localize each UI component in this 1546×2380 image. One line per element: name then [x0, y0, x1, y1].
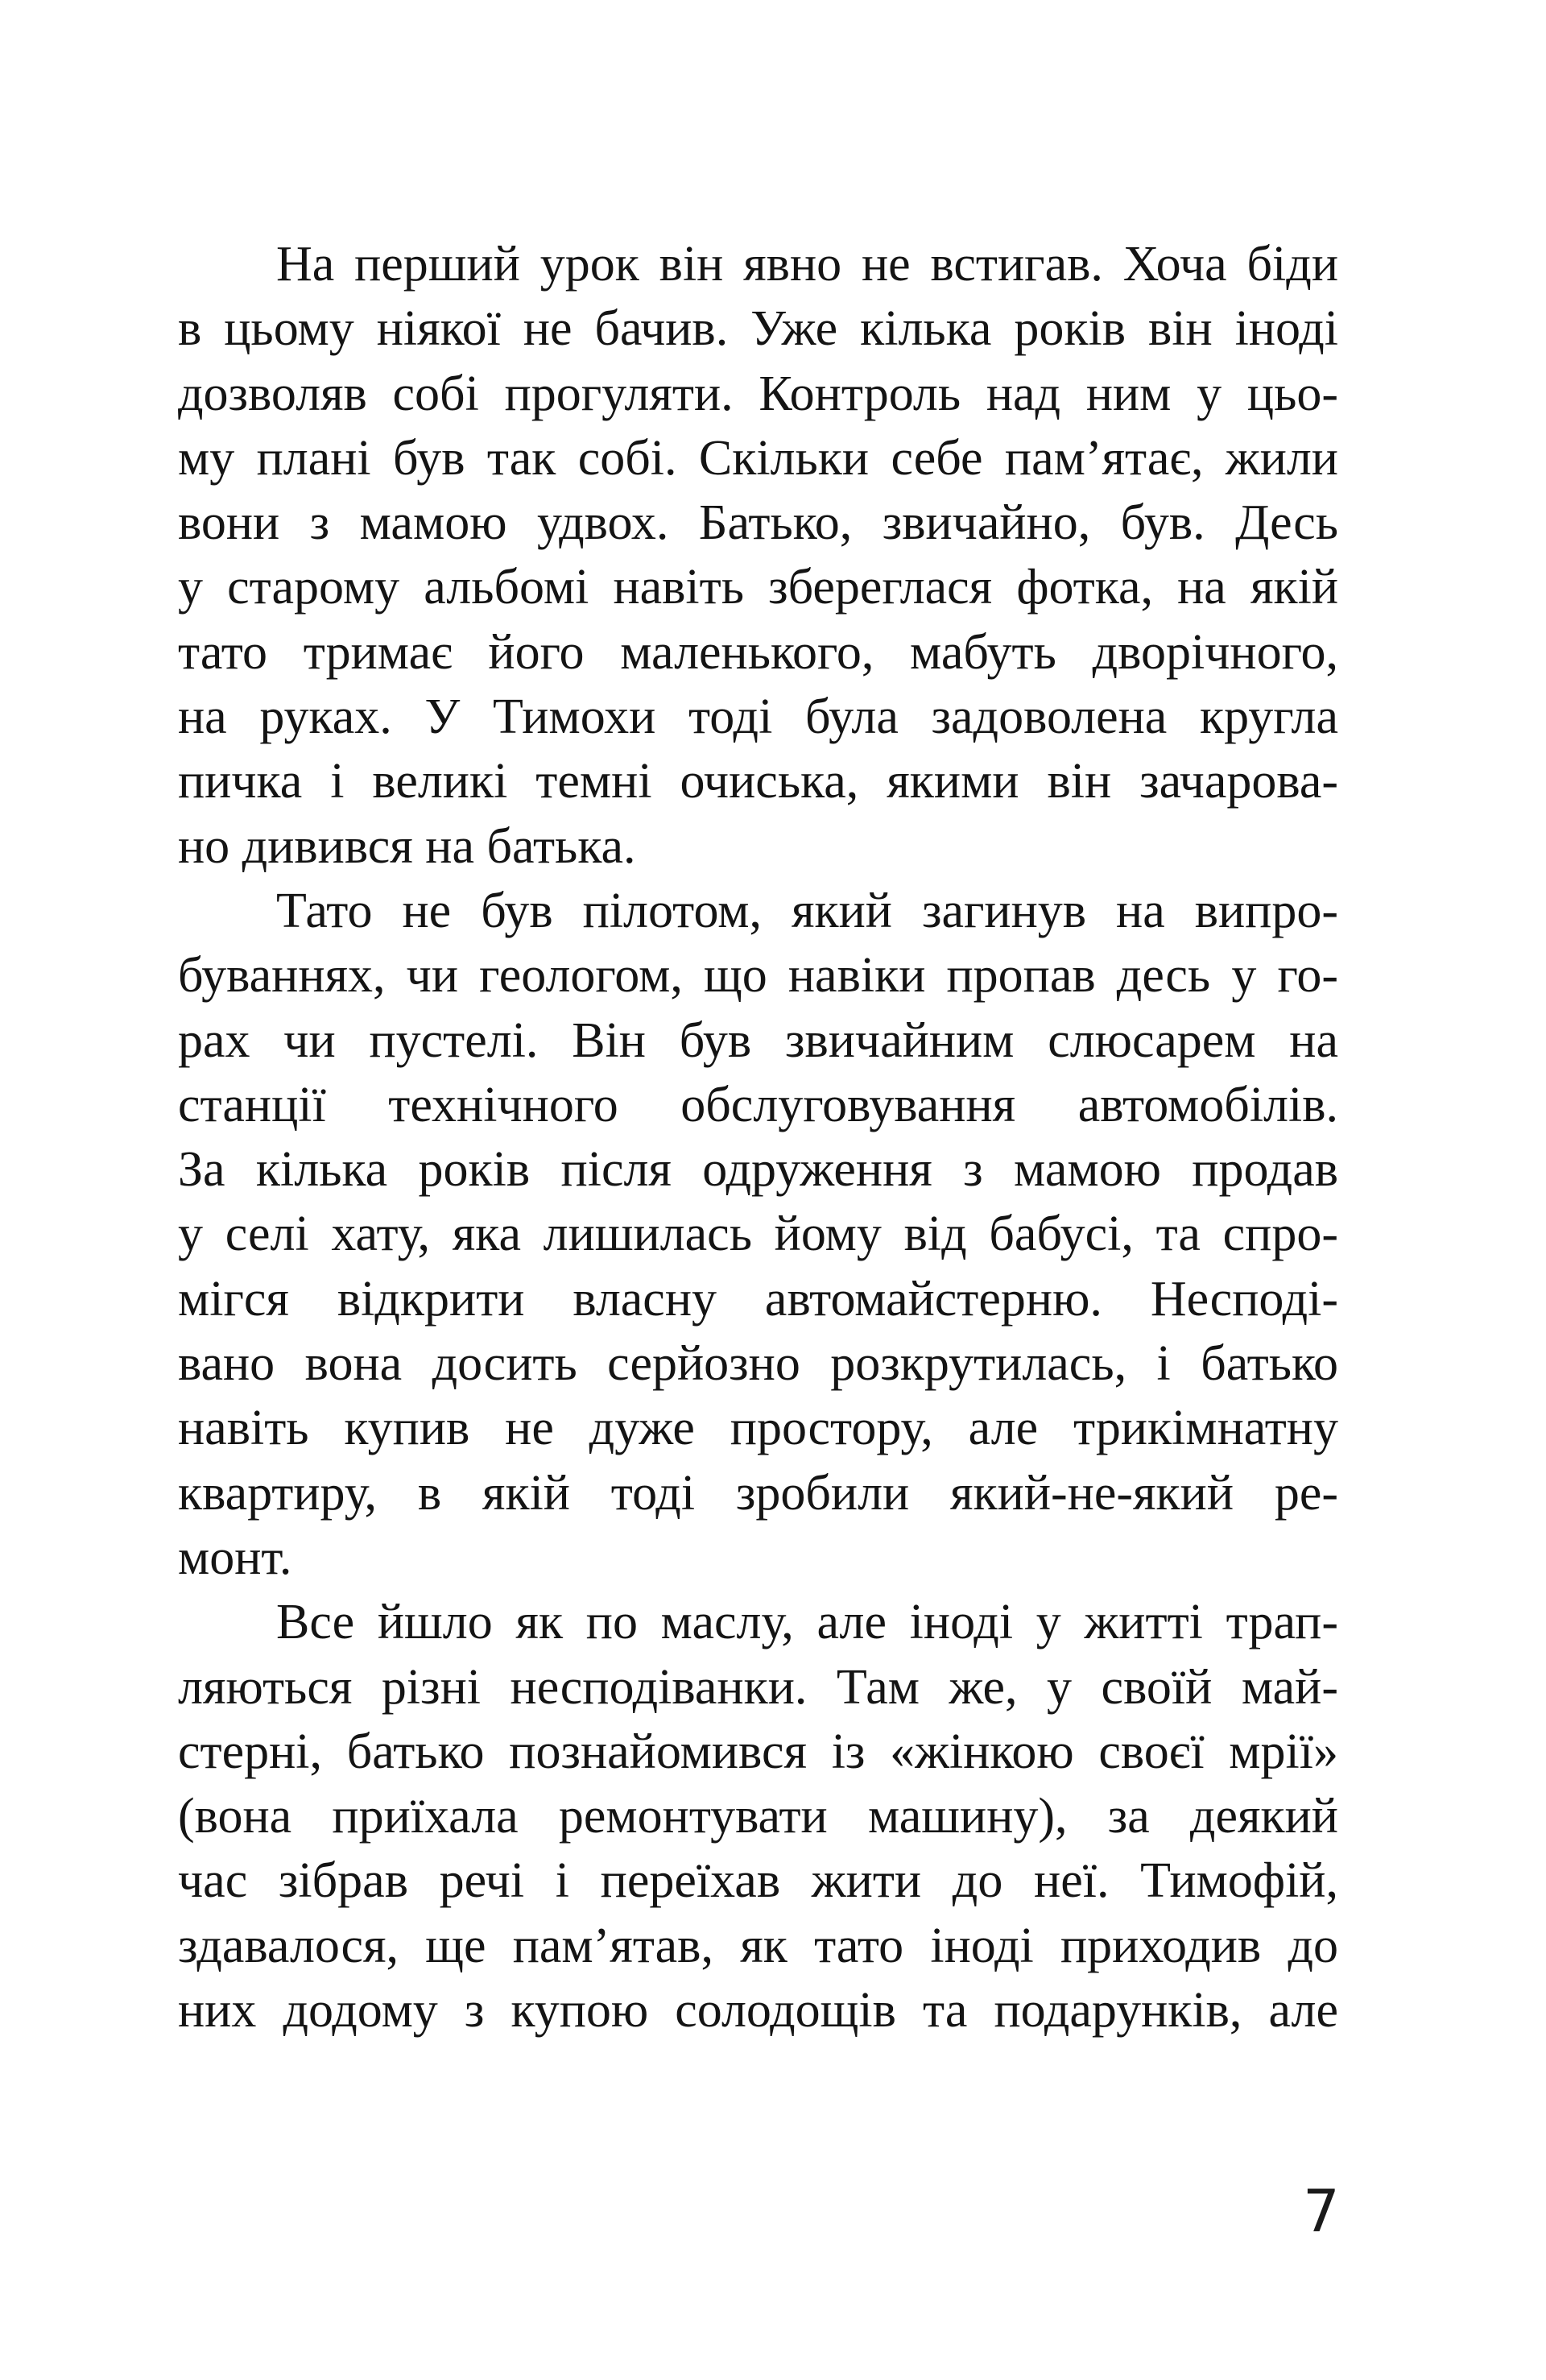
text-line: тато тримає його маленького, мабуть дворічного,	[178, 624, 1338, 680]
text-line: здавалося, ще пам’ятав, як тато іноді приходив до	[178, 1918, 1338, 1973]
text-line: ляються різні несподіванки. Там же, у своїй май-	[178, 1659, 1338, 1715]
text-line: у селі хату, яка лишилась йому від бабусі, та спро-	[178, 1207, 1338, 1262]
text-line: пичка і великі темні очиська, якими він зачарова-	[178, 754, 1338, 809]
text-line: стерні, батько познайомився із «жінкою своєї мрії»	[178, 1724, 1338, 1779]
text-line: но дивився на батька.	[178, 818, 636, 874]
text-line: квартиру, в якій тоді зробили який-не-який ре-	[178, 1465, 1338, 1521]
text-line: станції технічного обслуговування автомобілів.	[178, 1077, 1338, 1132]
text-line: На перший урок він явно не встигав. Хоча біди	[276, 237, 1338, 292]
text-line: мігся відкрити власну автомайстерню. Несподі-	[178, 1271, 1338, 1327]
text-line: Все йшло як по маслу, але іноді у житті трап-	[276, 1595, 1338, 1650]
text-line: дозволяв собі прогуляти. Контроль над ним у цьо-	[178, 366, 1338, 421]
paragraph-1	[178, 232, 1338, 879]
text-line: навіть купив не дуже простору, але трикімнатну	[178, 1401, 1338, 1456]
text-line: час зібрав речі і переїхав жити до неї. Тимофій,	[178, 1853, 1338, 1909]
text-line: му плані був так собі. Скільки себе пам’ятає, жили	[178, 430, 1338, 486]
text-line: них додому з купою солодощів та подарунків, але	[178, 1983, 1338, 2039]
text-line: вони з мамою удвох. Батько, звичайно, був. Десь	[178, 495, 1338, 551]
text-line: в цьому ніякої не бачив. Уже кілька років він іноді	[178, 301, 1338, 357]
text-line: Тато не був пілотом, який загинув на випро-	[276, 883, 1338, 938]
text-line: (вона приїхала ремонтувати машину), за деякий	[178, 1789, 1338, 1844]
text-line: вано вона досить серйозно розкрутилась, і батько	[178, 1336, 1338, 1392]
text-line: у старому альбомі навіть збереглася фотка, на якій	[178, 560, 1338, 615]
body-text	[178, 232, 1338, 2043]
text-line: За кілька років після одруження з мамою продав	[178, 1142, 1338, 1198]
text-line: на руках. У Тимохи тоді була задоволена кругла	[178, 689, 1338, 745]
text-line: монт.	[178, 1529, 292, 1585]
paragraph-3	[178, 1590, 1338, 2043]
text-line: рах чи пустелі. Він був звичайним слюсарем на	[178, 1012, 1338, 1068]
text-line: буваннях, чи геологом, що навіки пропав десь у го-	[178, 948, 1338, 1004]
page-number: 7	[1303, 2177, 1340, 2245]
paragraph-2	[178, 879, 1338, 1590]
